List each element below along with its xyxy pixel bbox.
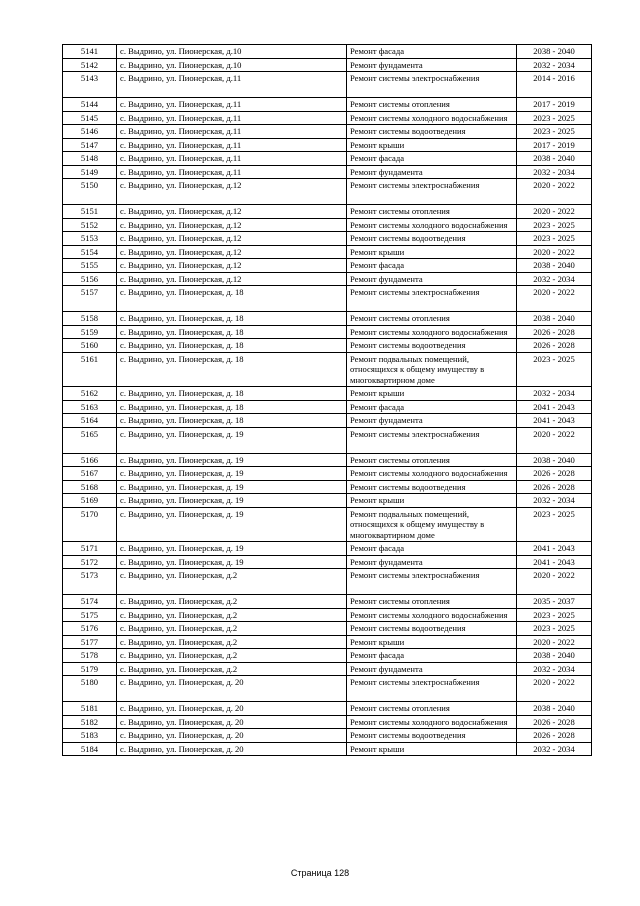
period-cell: 2026 - 2028 <box>517 480 592 494</box>
address-cell: с. Выдрино, ул. Пионерская, д.2 <box>117 608 347 622</box>
address-cell: с. Выдрино, ул. Пионерская, д. 18 <box>117 286 347 312</box>
work-type-cell: Ремонт крыши <box>347 635 517 649</box>
address-cell: с. Выдрино, ул. Пионерская, д. 19 <box>117 555 347 569</box>
row-number-cell: 5161 <box>63 352 117 387</box>
address-cell: с. Выдрино, ул. Пионерская, д. 20 <box>117 729 347 743</box>
period-cell: 2026 - 2028 <box>517 339 592 353</box>
row-number-cell: 5175 <box>63 608 117 622</box>
table-row <box>63 414 592 428</box>
table-body <box>63 45 592 756</box>
work-type-cell: Ремонт системы электроснабжения <box>347 569 517 595</box>
period-cell: 2038 - 2040 <box>517 259 592 273</box>
table-row <box>63 387 592 401</box>
address-cell: с. Выдрино, ул. Пионерская, д. 18 <box>117 312 347 326</box>
table-row <box>63 480 592 494</box>
table-row <box>63 742 592 756</box>
table-row <box>63 218 592 232</box>
table-row <box>63 245 592 259</box>
address-cell: с. Выдрино, ул. Пионерская, д. 18 <box>117 325 347 339</box>
work-type-cell: Ремонт системы электроснабжения <box>347 179 517 205</box>
period-cell: 2023 - 2025 <box>517 125 592 139</box>
row-number-cell: 5164 <box>63 414 117 428</box>
address-cell: с. Выдрино, ул. Пионерская, д.11 <box>117 138 347 152</box>
table-row <box>63 125 592 139</box>
work-type-cell: Ремонт подвальных помещений, относящихся к общему имуществу в многоквартирном доме <box>347 352 517 387</box>
period-cell: 2020 - 2022 <box>517 245 592 259</box>
row-number-cell: 5176 <box>63 622 117 636</box>
table-row <box>63 715 592 729</box>
row-number-cell: 5152 <box>63 218 117 232</box>
work-type-cell: Ремонт системы водоотведения <box>347 125 517 139</box>
period-cell: 2023 - 2025 <box>517 218 592 232</box>
work-type-cell: Ремонт фундамента <box>347 555 517 569</box>
period-cell: 2032 - 2034 <box>517 387 592 401</box>
address-cell: с. Выдрино, ул. Пионерская, д. 20 <box>117 702 347 716</box>
period-cell: 2023 - 2025 <box>517 608 592 622</box>
work-type-cell: Ремонт системы водоотведения <box>347 729 517 743</box>
table-row <box>63 729 592 743</box>
row-number-cell: 5182 <box>63 715 117 729</box>
period-cell: 2023 - 2025 <box>517 352 592 387</box>
work-type-cell: Ремонт системы электроснабжения <box>347 427 517 453</box>
period-cell: 2020 - 2022 <box>517 286 592 312</box>
address-cell: с. Выдрино, ул. Пионерская, д. 18 <box>117 414 347 428</box>
row-number-cell: 5180 <box>63 676 117 702</box>
work-type-cell: Ремонт фасада <box>347 45 517 59</box>
row-number-cell: 5156 <box>63 272 117 286</box>
period-cell: 2041 - 2043 <box>517 414 592 428</box>
address-cell: с. Выдрино, ул. Пионерская, д. 19 <box>117 494 347 508</box>
table-row <box>63 165 592 179</box>
row-number-cell: 5184 <box>63 742 117 756</box>
address-cell: с. Выдрино, ул. Пионерская, д. 18 <box>117 352 347 387</box>
row-number-cell: 5160 <box>63 339 117 353</box>
table-row <box>63 608 592 622</box>
period-cell: 2023 - 2025 <box>517 507 592 542</box>
row-number-cell: 5183 <box>63 729 117 743</box>
work-type-cell: Ремонт фундамента <box>347 414 517 428</box>
table-row <box>63 179 592 205</box>
work-type-cell: Ремонт системы отопления <box>347 98 517 112</box>
address-cell: с. Выдрино, ул. Пионерская, д.11 <box>117 165 347 179</box>
work-type-cell: Ремонт системы отопления <box>347 453 517 467</box>
table-row <box>63 339 592 353</box>
address-cell: с. Выдрино, ул. Пионерская, д.12 <box>117 232 347 246</box>
address-cell: с. Выдрино, ул. Пионерская, д. 19 <box>117 467 347 481</box>
period-cell: 2023 - 2025 <box>517 111 592 125</box>
work-type-cell: Ремонт фундамента <box>347 165 517 179</box>
address-cell: с. Выдрино, ул. Пионерская, д.2 <box>117 595 347 609</box>
work-type-cell: Ремонт крыши <box>347 138 517 152</box>
address-cell: с. Выдрино, ул. Пионерская, д.10 <box>117 58 347 72</box>
work-type-cell: Ремонт системы водоотведения <box>347 232 517 246</box>
period-cell: 2032 - 2034 <box>517 662 592 676</box>
work-type-cell: Ремонт крыши <box>347 494 517 508</box>
repair-schedule-table <box>62 44 592 756</box>
row-number-cell: 5172 <box>63 555 117 569</box>
period-cell: 2023 - 2025 <box>517 232 592 246</box>
row-number-cell: 5150 <box>63 179 117 205</box>
table-row <box>63 205 592 219</box>
table-row <box>63 494 592 508</box>
table-row <box>63 272 592 286</box>
table-row <box>63 662 592 676</box>
work-type-cell: Ремонт крыши <box>347 387 517 401</box>
work-type-cell: Ремонт фундамента <box>347 662 517 676</box>
period-cell: 2041 - 2043 <box>517 542 592 556</box>
work-type-cell: Ремонт фасада <box>347 152 517 166</box>
table-row <box>63 259 592 273</box>
period-cell: 2035 - 2037 <box>517 595 592 609</box>
period-cell: 2038 - 2040 <box>517 45 592 59</box>
row-number-cell: 5148 <box>63 152 117 166</box>
address-cell: с. Выдрино, ул. Пионерская, д. 19 <box>117 480 347 494</box>
address-cell: с. Выдрино, ул. Пионерская, д.12 <box>117 272 347 286</box>
period-cell: 2020 - 2022 <box>517 635 592 649</box>
address-cell: с. Выдрино, ул. Пионерская, д.10 <box>117 45 347 59</box>
row-number-cell: 5155 <box>63 259 117 273</box>
table-row <box>63 595 592 609</box>
period-cell: 2020 - 2022 <box>517 427 592 453</box>
address-cell: с. Выдрино, ул. Пионерская, д. 20 <box>117 676 347 702</box>
table-row <box>63 427 592 453</box>
row-number-cell: 5158 <box>63 312 117 326</box>
row-number-cell: 5153 <box>63 232 117 246</box>
row-number-cell: 5163 <box>63 400 117 414</box>
work-type-cell: Ремонт крыши <box>347 742 517 756</box>
address-cell: с. Выдрино, ул. Пионерская, д.12 <box>117 245 347 259</box>
table-row <box>63 138 592 152</box>
row-number-cell: 5149 <box>63 165 117 179</box>
table-row <box>63 58 592 72</box>
work-type-cell: Ремонт подвальных помещений, относящихся к общему имуществу в многоквартирном доме <box>347 507 517 542</box>
period-cell: 2026 - 2028 <box>517 325 592 339</box>
address-cell: с. Выдрино, ул. Пионерская, д.2 <box>117 635 347 649</box>
address-cell: с. Выдрино, ул. Пионерская, д. 20 <box>117 742 347 756</box>
work-type-cell: Ремонт фундамента <box>347 58 517 72</box>
work-type-cell: Ремонт системы электроснабжения <box>347 286 517 312</box>
address-cell: с. Выдрино, ул. Пионерская, д. 18 <box>117 339 347 353</box>
row-number-cell: 5165 <box>63 427 117 453</box>
address-cell: с. Выдрино, ул. Пионерская, д. 19 <box>117 542 347 556</box>
address-cell: с. Выдрино, ул. Пионерская, д.11 <box>117 98 347 112</box>
address-cell: с. Выдрино, ул. Пионерская, д. 20 <box>117 715 347 729</box>
work-type-cell: Ремонт фасада <box>347 400 517 414</box>
table-row <box>63 232 592 246</box>
row-number-cell: 5177 <box>63 635 117 649</box>
table-row <box>63 325 592 339</box>
row-number-cell: 5169 <box>63 494 117 508</box>
table-row <box>63 467 592 481</box>
period-cell: 2026 - 2028 <box>517 715 592 729</box>
row-number-cell: 5181 <box>63 702 117 716</box>
work-type-cell: Ремонт фундамента <box>347 272 517 286</box>
period-cell: 2020 - 2022 <box>517 676 592 702</box>
address-cell: с. Выдрино, ул. Пионерская, д.11 <box>117 111 347 125</box>
address-cell: с. Выдрино, ул. Пионерская, д.12 <box>117 259 347 273</box>
address-cell: с. Выдрино, ул. Пионерская, д. 19 <box>117 427 347 453</box>
period-cell: 2026 - 2028 <box>517 729 592 743</box>
work-type-cell: Ремонт системы отопления <box>347 205 517 219</box>
row-number-cell: 5147 <box>63 138 117 152</box>
address-cell: с. Выдрино, ул. Пионерская, д.2 <box>117 569 347 595</box>
period-cell: 2038 - 2040 <box>517 649 592 663</box>
row-number-cell: 5154 <box>63 245 117 259</box>
table-row <box>63 98 592 112</box>
address-cell: с. Выдрино, ул. Пионерская, д.11 <box>117 72 347 98</box>
work-type-cell: Ремонт фасада <box>347 542 517 556</box>
row-number-cell: 5178 <box>63 649 117 663</box>
address-cell: с. Выдрино, ул. Пионерская, д. 18 <box>117 387 347 401</box>
period-cell: 2032 - 2034 <box>517 742 592 756</box>
page-number: Страница 128 <box>290 868 350 878</box>
row-number-cell: 5151 <box>63 205 117 219</box>
period-cell: 2017 - 2019 <box>517 98 592 112</box>
row-number-cell: 5157 <box>63 286 117 312</box>
address-cell: с. Выдрино, ул. Пионерская, д.12 <box>117 205 347 219</box>
table-row <box>63 286 592 312</box>
table-row <box>63 635 592 649</box>
table-row <box>63 312 592 326</box>
period-cell: 2020 - 2022 <box>517 569 592 595</box>
address-cell: с. Выдрино, ул. Пионерская, д. 18 <box>117 400 347 414</box>
period-cell: 2026 - 2028 <box>517 467 592 481</box>
period-cell: 2020 - 2022 <box>517 205 592 219</box>
address-cell: с. Выдрино, ул. Пионерская, д.12 <box>117 218 347 232</box>
row-number-cell: 5168 <box>63 480 117 494</box>
period-cell: 2020 - 2022 <box>517 179 592 205</box>
address-cell: с. Выдрино, ул. Пионерская, д. 19 <box>117 453 347 467</box>
period-cell: 2023 - 2025 <box>517 622 592 636</box>
address-cell: с. Выдрино, ул. Пионерская, д.2 <box>117 649 347 663</box>
row-number-cell: 5162 <box>63 387 117 401</box>
work-type-cell: Ремонт системы водоотведения <box>347 622 517 636</box>
table-row <box>63 45 592 59</box>
row-number-cell: 5142 <box>63 58 117 72</box>
work-type-cell: Ремонт системы электроснабжения <box>347 72 517 98</box>
period-cell: 2032 - 2034 <box>517 165 592 179</box>
table-row <box>63 400 592 414</box>
row-number-cell: 5179 <box>63 662 117 676</box>
period-cell: 2038 - 2040 <box>517 152 592 166</box>
period-cell: 2032 - 2034 <box>517 272 592 286</box>
work-type-cell: Ремонт системы холодного водоснабжения <box>347 467 517 481</box>
row-number-cell: 5166 <box>63 453 117 467</box>
table-row <box>63 352 592 387</box>
row-number-cell: 5143 <box>63 72 117 98</box>
row-number-cell: 5174 <box>63 595 117 609</box>
table-row <box>63 702 592 716</box>
address-cell: с. Выдрино, ул. Пионерская, д.12 <box>117 179 347 205</box>
table-row <box>63 72 592 98</box>
work-type-cell: Ремонт системы холодного водоснабжения <box>347 111 517 125</box>
work-type-cell: Ремонт системы холодного водоснабжения <box>347 325 517 339</box>
table-row <box>63 649 592 663</box>
work-type-cell: Ремонт системы отопления <box>347 312 517 326</box>
period-cell: 2032 - 2034 <box>517 58 592 72</box>
row-number-cell: 5141 <box>63 45 117 59</box>
row-number-cell: 5159 <box>63 325 117 339</box>
work-type-cell: Ремонт системы холодного водоснабжения <box>347 608 517 622</box>
table-row <box>63 111 592 125</box>
row-number-cell: 5171 <box>63 542 117 556</box>
address-cell: с. Выдрино, ул. Пионерская, д. 19 <box>117 507 347 542</box>
row-number-cell: 5144 <box>63 98 117 112</box>
table-row <box>63 555 592 569</box>
work-type-cell: Ремонт системы водоотведения <box>347 480 517 494</box>
period-cell: 2014 - 2016 <box>517 72 592 98</box>
row-number-cell: 5170 <box>63 507 117 542</box>
period-cell: 2041 - 2043 <box>517 400 592 414</box>
period-cell: 2041 - 2043 <box>517 555 592 569</box>
address-cell: с. Выдрино, ул. Пионерская, д.11 <box>117 125 347 139</box>
table-row <box>63 542 592 556</box>
address-cell: с. Выдрино, ул. Пионерская, д.2 <box>117 622 347 636</box>
row-number-cell: 5145 <box>63 111 117 125</box>
period-cell: 2038 - 2040 <box>517 453 592 467</box>
period-cell: 2032 - 2034 <box>517 494 592 508</box>
work-type-cell: Ремонт системы водоотведения <box>347 339 517 353</box>
table-row <box>63 152 592 166</box>
table-row <box>63 507 592 542</box>
period-cell: 2038 - 2040 <box>517 702 592 716</box>
row-number-cell: 5146 <box>63 125 117 139</box>
work-type-cell: Ремонт системы электроснабжения <box>347 676 517 702</box>
period-cell: 2038 - 2040 <box>517 312 592 326</box>
work-type-cell: Ремонт крыши <box>347 245 517 259</box>
work-type-cell: Ремонт фасада <box>347 649 517 663</box>
period-cell: 2017 - 2019 <box>517 138 592 152</box>
table-row <box>63 622 592 636</box>
row-number-cell: 5173 <box>63 569 117 595</box>
work-type-cell: Ремонт фасада <box>347 259 517 273</box>
work-type-cell: Ремонт системы холодного водоснабжения <box>347 715 517 729</box>
table-row <box>63 676 592 702</box>
row-number-cell: 5167 <box>63 467 117 481</box>
work-type-cell: Ремонт системы холодного водоснабжения <box>347 218 517 232</box>
work-type-cell: Ремонт системы отопления <box>347 595 517 609</box>
work-type-cell: Ремонт системы отопления <box>347 702 517 716</box>
table-row <box>63 453 592 467</box>
table-row <box>63 569 592 595</box>
address-cell: с. Выдрино, ул. Пионерская, д.11 <box>117 152 347 166</box>
address-cell: с. Выдрино, ул. Пионерская, д.2 <box>117 662 347 676</box>
